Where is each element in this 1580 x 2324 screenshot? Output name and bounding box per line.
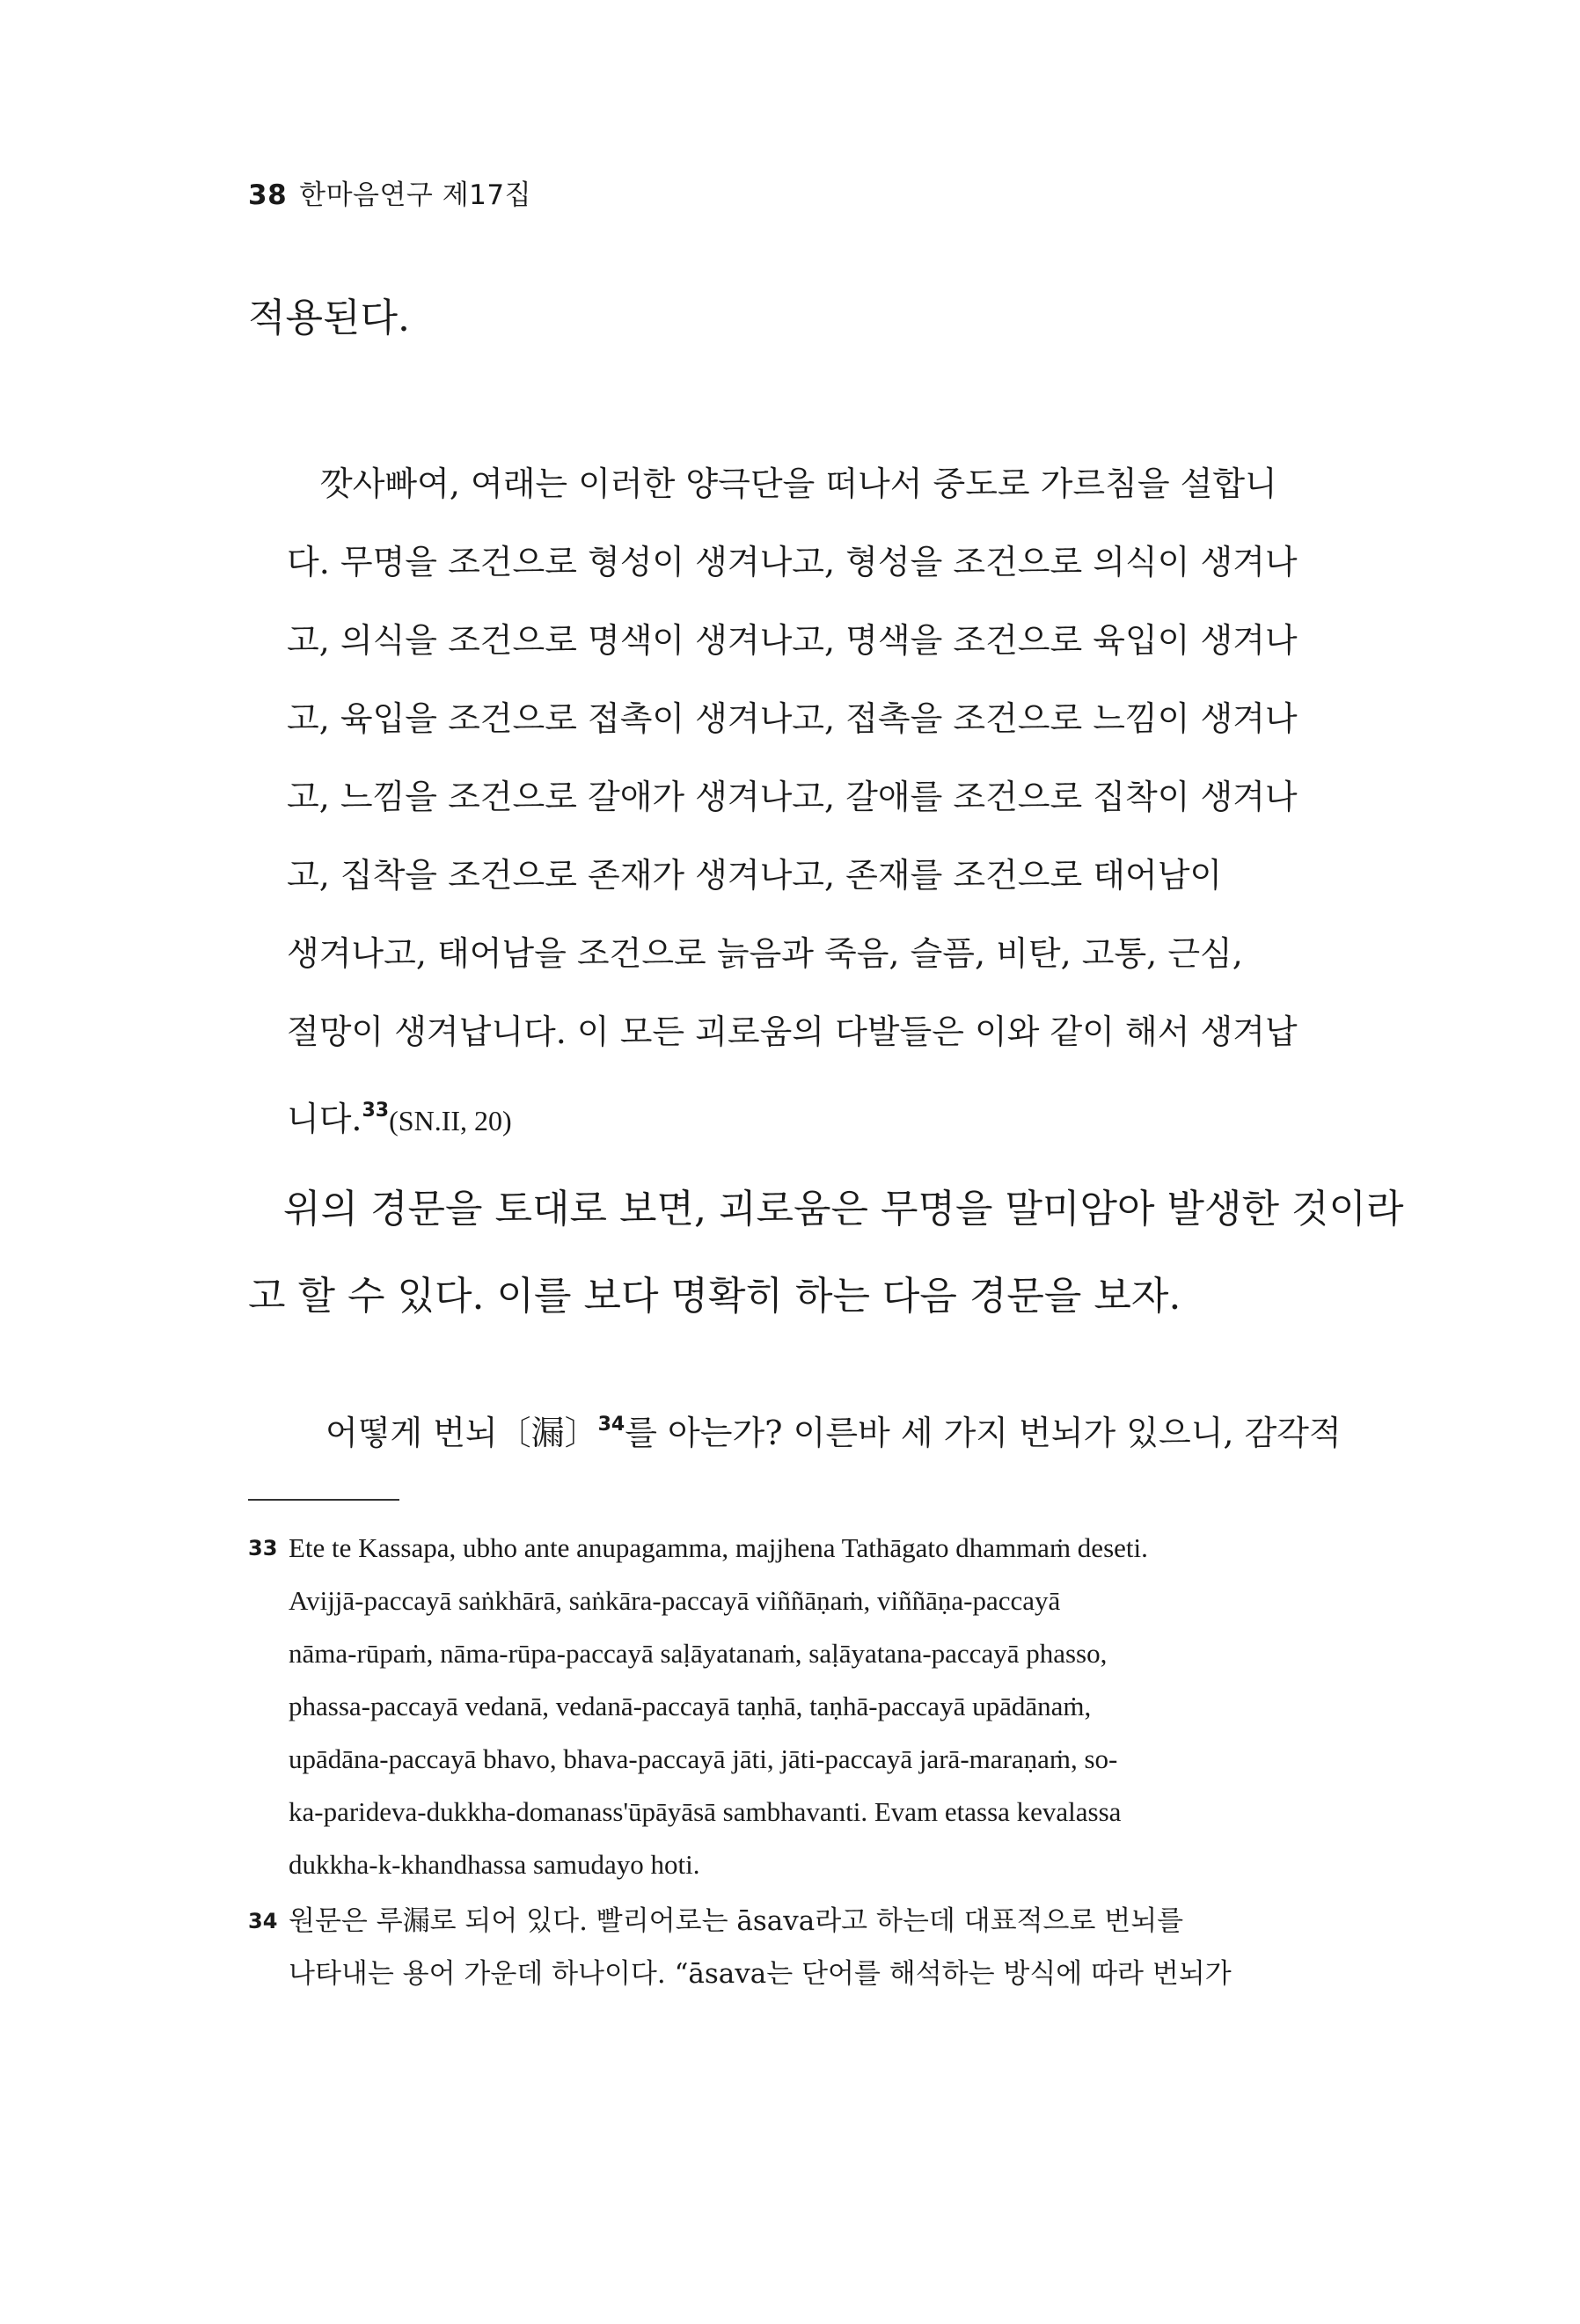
footnote-34 (248, 1895, 1321, 2000)
quote-line: 고, 육입을 조건으로 접촉이 생겨나고, 접촉을 조건으로 느낌이 생겨나 (287, 699, 1298, 738)
quote-line: 다. 무명을 조건으로 형성이 생겨나고, 형성을 조건으로 의식이 생겨나 (287, 543, 1298, 581)
footnote-line: 나타내는 용어 가운데 하나이다. “āsava는 단어를 해석하는 방식에 따라 번뇌가 (289, 1958, 1232, 1990)
footnote-ref-33[interactable]: 33 (362, 1100, 390, 1122)
quote-line: 깟사빠여, 여래는 이러한 양극단을 떠나서 중도로 가르침을 설합니 (320, 464, 1277, 503)
footnote-line: ka-parideva-dukkha-domanass'ūpāyāsā sambhavanti. Evam etassa kevalassa (289, 1796, 1122, 1827)
block-quote-1 (287, 445, 1298, 1160)
body-paragraph (248, 1166, 1404, 1340)
footnote-line: Avijjā-paccayā saṅkhārā, saṅkāra-paccayā viññāṇaṁ, viññāṇa-paccayā (289, 1585, 1061, 1616)
quote-line-text: 니다. (287, 1100, 362, 1138)
footnotes (248, 1522, 1321, 2004)
quote-line: 고, 의식을 조건으로 명색이 생겨나고, 명색을 조건으로 육입이 생겨나 (287, 621, 1298, 660)
page-number: 38 (248, 179, 288, 211)
footnote-line: dukkha-k-khandhassa samudayo hoti. (289, 1849, 700, 1880)
footnote-33 (248, 1522, 1321, 1891)
quote-line: 절망이 생겨납니다. 이 모든 괴로움의 다발들은 이와 같이 해서 생겨납 (287, 1012, 1298, 1051)
body-line: 위의 경문을 토대로 보면, 괴로움은 무명을 말미암아 발생한 것이라 (283, 1187, 1404, 1231)
quote-line: 고, 느낌을 조건으로 갈애가 생겨나고, 갈애를 조건으로 집착이 생겨나 (287, 778, 1298, 816)
footnote-line: upādāna-paccayā bhavo, bhava-paccayā jāti, jāti-paccayā jarā-maraṇaṁ, so- (289, 1743, 1118, 1774)
footnote-line: Ete te Kassapa, ubho ante anupagamma, majjhena Tathāgato dhammaṁ deseti. (289, 1532, 1148, 1563)
quote2-text-end: 를 아는가? 이른바 세 가지 번뇌가 있으니, 감각적 (625, 1414, 1342, 1452)
quote-last-line (287, 1071, 1298, 1160)
footnote-number: 34 (248, 1909, 278, 1933)
lead-paragraph: 적용된다. (248, 296, 411, 340)
footnote-line: 원문은 루漏로 되어 있다. 빨리어로는 āsava라고 하는데 대표적으로 번뇌를 (289, 1905, 1184, 1937)
footnote-ref-34[interactable]: 34 (597, 1414, 625, 1436)
block-quote-2 (326, 1399, 1342, 1459)
footnote-line: phassa-paccayā vedanā, vedanā-paccayā taṇhā, taṇhā-paccayā upādānaṁ, (289, 1691, 1092, 1721)
quote2-text-start: 어떻게 번뇌〔漏〕 (326, 1414, 598, 1452)
quote-line: 고, 집착을 조건으로 존재가 생겨나고, 존재를 조건으로 태어남이 (287, 856, 1223, 895)
running-header (248, 172, 531, 212)
journal-title: 한마음연구 제17집 (299, 179, 532, 211)
footnote-number: 33 (248, 1536, 278, 1560)
footnote-separator (248, 1499, 399, 1501)
body-line: 고 할 수 있다. 이를 보다 명확히 하는 다음 경문을 보자. (248, 1274, 1181, 1319)
quote-line: 생겨나고, 태어남을 조건으로 늙음과 죽음, 슬픔, 비탄, 고통, 근심, (287, 934, 1243, 973)
footnote-line: nāma-rūpaṁ, nāma-rūpa-paccayā saḷāyatanaṁ, saḷāyatana-paccayā phasso, (289, 1638, 1108, 1669)
citation: (SN.II, 20) (389, 1105, 512, 1136)
